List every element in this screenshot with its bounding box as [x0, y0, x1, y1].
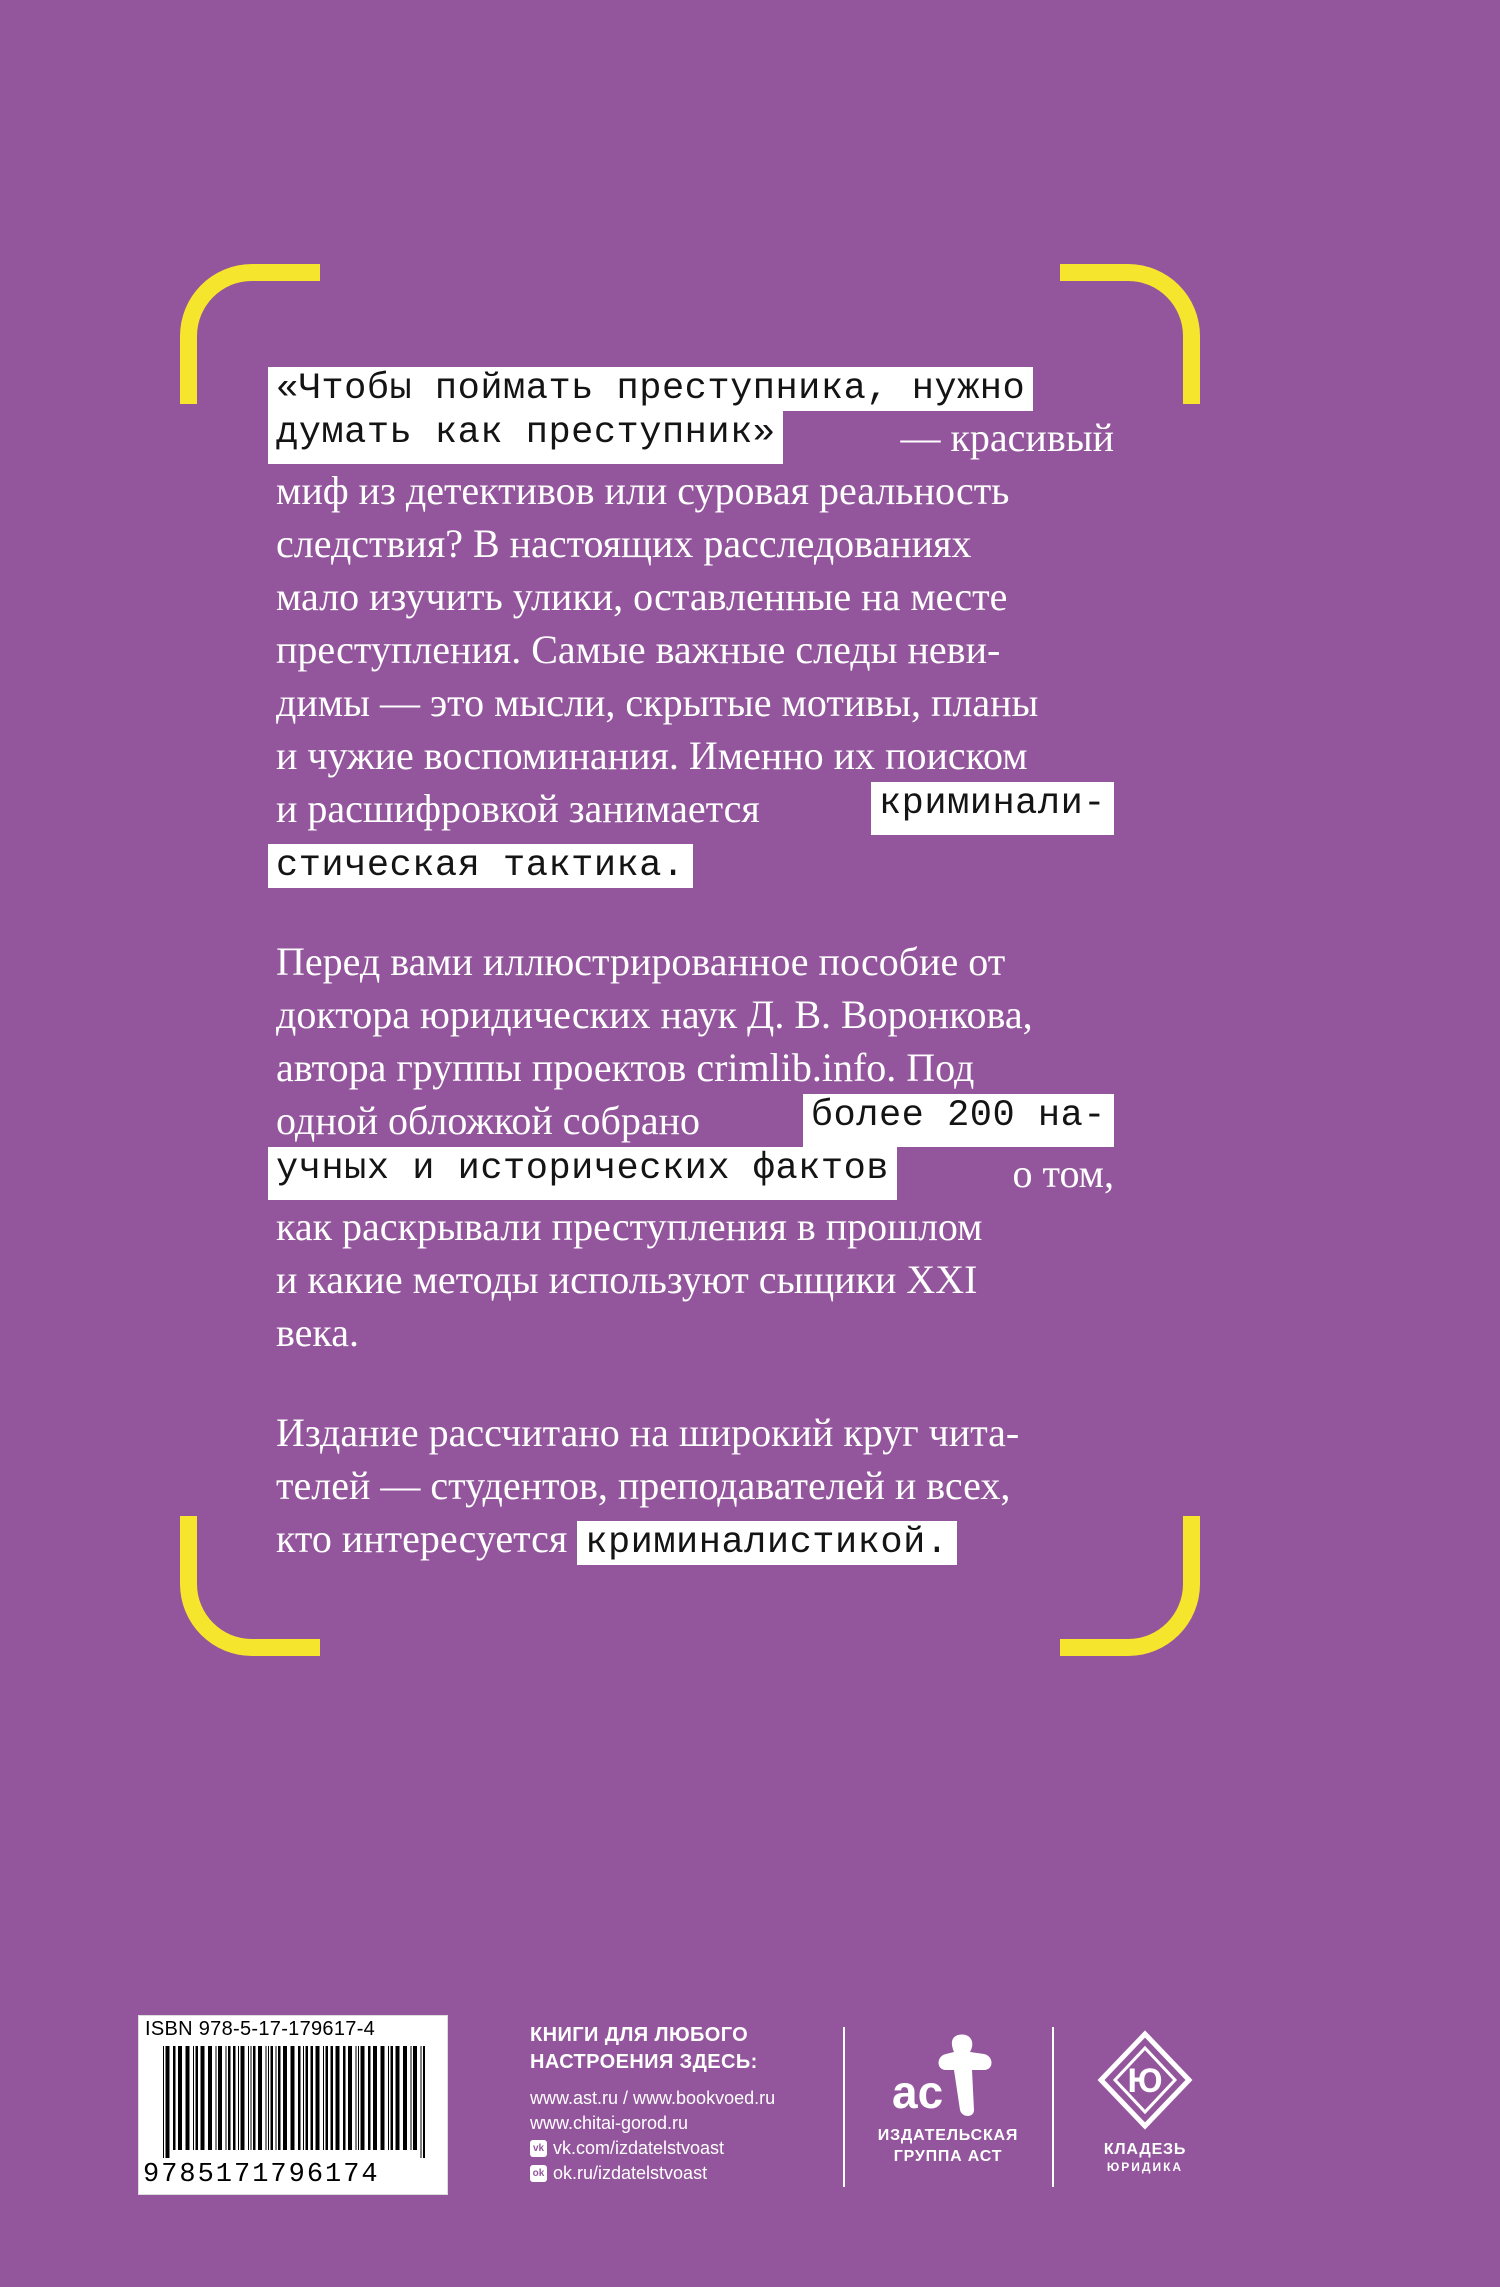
- ast-caption-line-2: ГРУППА АСТ: [893, 2148, 1003, 2165]
- barcode-bar: [421, 2046, 422, 2158]
- ast-caption-line-1: ИЗДАТЕЛЬСКАЯ: [877, 2127, 1019, 2144]
- barcode-bar: [201, 2046, 205, 2150]
- text-line: [276, 570, 1114, 623]
- text-span: о том,: [1012, 1151, 1114, 1196]
- barcode-bar: [423, 2046, 425, 2158]
- kladez-caption: КЛАДЕЗЬ: [1103, 2141, 1187, 2158]
- barcode-bar: [278, 2046, 281, 2150]
- barcode-bar: [396, 2046, 400, 2150]
- barcode-bar: [248, 2046, 249, 2150]
- barcode-bar: [163, 2046, 164, 2158]
- barcode-bar: [291, 2046, 295, 2150]
- barcode-bar: [311, 2046, 314, 2150]
- highlight-facts-1: более 200 на-: [803, 1094, 1114, 1147]
- highlight-facts-2: учных и исторических фактов: [268, 1147, 897, 1200]
- barcode-bar: [358, 2046, 359, 2150]
- barcode-bar: [253, 2046, 256, 2150]
- barcode-bar: [411, 2046, 412, 2150]
- barcode-bar: [331, 2046, 334, 2150]
- text-span: автора группы проектов crimlib.info. Под: [276, 1045, 975, 1090]
- highlight-tactics-2: стическая тактика.: [268, 844, 693, 888]
- text-span: Издание рассчитано на широкий круг чита-: [276, 1410, 1020, 1455]
- link-text: vk.com/izdatelstvoast: [553, 2138, 725, 2158]
- text-span: века.: [276, 1310, 359, 1355]
- kladez-logo-mark: [1095, 2030, 1195, 2130]
- divider-1: [843, 2027, 845, 2187]
- barcode-bar: [276, 2046, 277, 2150]
- barcode-bar: [348, 2046, 352, 2150]
- highlight-criminalistics: криминалистикой.: [577, 1521, 956, 1565]
- barcode-bar: [268, 2046, 269, 2150]
- links-list: [530, 2086, 830, 2186]
- barcode-bar: [251, 2046, 252, 2150]
- text-span: Перед вами иллюстрированное пособие от: [276, 939, 1006, 984]
- ast-logo: [858, 2030, 1038, 2167]
- barcode-bar: [173, 2046, 176, 2150]
- text-span: как раскрывали преступления в прошлом: [276, 1204, 983, 1249]
- highlight-quote-1: «Чтобы поймать преступника, нужно: [268, 367, 1033, 411]
- barcode-bar: [391, 2046, 394, 2150]
- text-line: [276, 1459, 1114, 1512]
- barcode-bar: [403, 2046, 407, 2150]
- link-text: www.ast.ru / www.bookvoed.ru: [530, 2088, 776, 2108]
- barcode-bar: [303, 2046, 304, 2150]
- vk-link[interactable]: [530, 2136, 830, 2161]
- barcode-bar: [166, 2046, 170, 2158]
- link-text: ok.ru/izdatelstvoast: [553, 2163, 708, 2183]
- ean-number: 9785171796174: [143, 2160, 380, 2190]
- text-line: — красивый: [900, 415, 1114, 460]
- barcode-bar: [193, 2046, 194, 2150]
- barcode-bar: [208, 2046, 212, 2150]
- text-span: и какие методы используют сыщики XXI: [276, 1257, 978, 1302]
- text-line: [276, 464, 1114, 517]
- text-line: [276, 1406, 1114, 1459]
- text-span: кто интересуется: [276, 1516, 568, 1561]
- publisher-links: [530, 2022, 830, 2186]
- text-span: миф из детективов или суровая реальность: [276, 468, 1010, 513]
- paragraph-1: [276, 358, 1114, 888]
- barcode-bar: [218, 2046, 222, 2150]
- vk-icon: vk: [530, 2140, 547, 2157]
- text-line: [276, 935, 1114, 988]
- ast-logo-text: ac: [892, 2066, 944, 2118]
- text-span: одной обложкой собрано: [276, 1098, 701, 1143]
- text-line: [276, 1253, 1114, 1306]
- barcode-bar: [228, 2046, 231, 2150]
- ast-logo-mark: [888, 2030, 1008, 2120]
- highlight-quote-2: думать как преступник»: [268, 411, 783, 464]
- links-heading: [530, 2022, 830, 2076]
- ok-link[interactable]: [530, 2161, 830, 2186]
- links-heading-line-1: КНИГИ ДЛЯ ЛЮБОГО: [530, 2024, 749, 2046]
- links-heading-line-2: НАСТРОЕНИЯ ЗДЕСЬ:: [530, 2051, 758, 2073]
- barcode-bar: [178, 2046, 182, 2150]
- ok-icon: ok: [530, 2165, 547, 2182]
- barcode-bar: [271, 2046, 274, 2150]
- text-span: димы — это мысли, скрытые мотивы, планы: [276, 680, 1039, 725]
- barcode-bar: [266, 2046, 267, 2150]
- barcode-bar: [258, 2046, 262, 2150]
- text-span: доктора юридических наук Д. В. Воронкова,: [276, 992, 1033, 1037]
- barcode-bar: [186, 2046, 190, 2150]
- text-line: [276, 1200, 1114, 1253]
- barcode-bar: [316, 2046, 320, 2150]
- kladez-logo-letter: Ю: [1127, 2062, 1163, 2100]
- barcode-bar: [298, 2046, 301, 2150]
- barcode-bar: [356, 2046, 357, 2150]
- text-line: [276, 1041, 1114, 1094]
- barcode-bar: [233, 2046, 236, 2150]
- text-line: [276, 988, 1114, 1041]
- barcode-bar: [413, 2046, 417, 2150]
- barcode-bar: [388, 2046, 389, 2150]
- ast-figure-icon: [939, 2034, 992, 2116]
- highlight-tactics-1: криминали-: [871, 782, 1114, 835]
- barcode-bar: [368, 2046, 371, 2150]
- barcode-bar: [326, 2046, 329, 2150]
- website-link-1[interactable]: [530, 2086, 830, 2111]
- link-text: www.chitai-gorod.ru: [530, 2113, 689, 2133]
- text-span: и расшифровкой занимается: [276, 786, 760, 831]
- text-line: [276, 1306, 1114, 1359]
- book-description: [276, 358, 1114, 1612]
- text-line: [276, 729, 1114, 782]
- barcode-bar: [361, 2046, 365, 2150]
- text-span: следствия? В настоящих расследованиях: [276, 521, 972, 566]
- website-link-2[interactable]: [530, 2111, 830, 2136]
- barcode: [138, 2015, 448, 2195]
- text-span: преступления. Самые важные следы неви-: [276, 627, 1001, 672]
- barcode-bar: [241, 2046, 245, 2150]
- barcode-bar: [226, 2046, 227, 2150]
- barcode-bar: [323, 2046, 324, 2150]
- paragraph-2: [276, 935, 1114, 1359]
- kladez-subcaption: ЮРИДИКА: [1106, 2160, 1184, 2174]
- barcode-bar: [336, 2046, 340, 2150]
- barcode-bar: [306, 2046, 309, 2150]
- barcode-bar: [216, 2046, 217, 2150]
- text-line: [276, 623, 1114, 676]
- barcode-bar: [381, 2046, 385, 2150]
- barcode-bar: [373, 2046, 377, 2150]
- text-line: [276, 676, 1114, 729]
- barcode-bar: [343, 2046, 346, 2150]
- text-line: [276, 517, 1114, 570]
- paragraph-3: [276, 1406, 1114, 1565]
- isbn-number: ISBN 978-5-17-179617-4: [145, 2018, 376, 2040]
- kladez-logo: [1070, 2030, 1220, 2174]
- barcode-bars: [163, 2046, 425, 2158]
- text-span: телей — студентов, преподавателей и всех,: [276, 1463, 1011, 1508]
- barcode-bar: [283, 2046, 287, 2150]
- ast-logo-caption: [858, 2125, 1038, 2167]
- divider-2: [1052, 2027, 1054, 2187]
- barcode-bar: [238, 2046, 239, 2150]
- text-span: и чужие воспоминания. Именно их поиском: [276, 733, 1028, 778]
- text-span: мало изучить улики, оставленные на месте: [276, 574, 1008, 619]
- barcode-bar: [196, 2046, 199, 2150]
